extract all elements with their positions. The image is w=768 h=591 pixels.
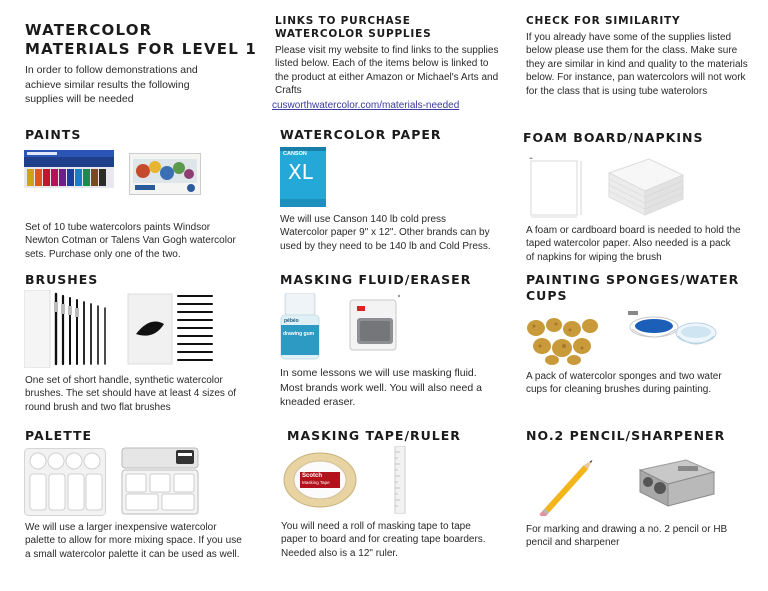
sponges-title-line1: PAINTING SPONGES/WATER <box>526 272 740 287</box>
tape-text: You will need a roll of masking tape to tape paper to board and for creating tape boarders. Needed also is a 12" ruler. <box>281 521 486 559</box>
drawing-gum-bottle-image <box>280 293 320 361</box>
kneaded-eraser-image <box>347 294 403 356</box>
canson-pad-image <box>280 147 326 207</box>
sponges-text: A pack of watercolor sponges and two water cups for cleaning brushes during painting. <box>526 371 722 396</box>
paints-image-van-gogh <box>129 153 201 195</box>
brushes-text: One set of short handle, synthetic watercolor brushes. The set should have at least 4 sizes of round brush and two flat brushes <box>25 375 237 413</box>
canson-brand: CANSON <box>283 151 307 157</box>
brush-set-image-2 <box>126 290 214 368</box>
drawing-gum-label: drawing gum <box>283 331 315 337</box>
pencil-text: For marking and drawing a no. 2 pencil or HB pencil and sharpener <box>526 524 728 549</box>
foam-text: A foam or cardboard board is needed to hold the taped watercolor paper. Also needed is a pack of napkins for wiping the brush <box>526 225 741 263</box>
paper-title: WATERCOLOR PAPER <box>280 127 442 142</box>
similarity-text: If you already have some of the supplies listed below please use them for the class. Make sure they are similar in kind and quality to the materials below. For instance, pan watercolors will not work for the class that is using tube waterolors <box>526 32 748 97</box>
materials-link[interactable]: cusworthwatercolor.com/materials-needed <box>272 100 460 111</box>
sponges-image <box>524 316 602 366</box>
palette-image-large <box>24 448 106 516</box>
main-title <box>25 21 257 59</box>
brushes-title: BRUSHES <box>25 272 99 287</box>
palette-image-small <box>120 446 200 516</box>
pencil-title: NO.2 PENCIL/SHARPENER <box>526 428 726 443</box>
masking-fluid-text: In some lessons we will use masking fluid. Most brands work well. You will also need a kneaded eraser. <box>280 367 482 409</box>
foam-board-image <box>526 156 584 218</box>
palette-text: We will use a larger inexpensive watercolor palette to allow for more mixing space. If you use a small watercolor palette it can be used as well. <box>25 522 242 560</box>
canson-xl: XL <box>288 160 313 184</box>
sponges-title <box>526 272 739 304</box>
similarity-title: CHECK FOR SIMILARITY <box>526 15 681 27</box>
water-cups-image <box>626 311 718 353</box>
masking-fluid-title: MASKING FLUID/ERASER <box>280 272 472 287</box>
paints-text: Set of 10 tube watercolors paints Windsor Newton Cotman or Talens Van Gogh watercolor sets. Purchase only one of the two. <box>25 222 236 260</box>
napkins-image <box>605 157 687 217</box>
tape-title: MASKING TAPE/RULER <box>287 428 461 443</box>
ruler-image <box>394 446 406 514</box>
links-title-line2: WATERCOLOR SUPPLIES <box>275 28 432 40</box>
foam-title: FOAM BOARD/NAPKINS <box>523 130 704 145</box>
pencil-image <box>536 456 602 516</box>
brush-set-image-1 <box>24 290 112 368</box>
intro-text: In order to follow demonstrations and achieve similar results the following supplies will be needed <box>25 64 198 106</box>
main-title-line1: WATERCOLOR <box>25 21 153 39</box>
links-text: Please visit my website to find links to the supplies listed below. Each of the items below is linked to the product at either Amazon or Michael's Arts and Crafts <box>275 45 499 97</box>
links-title <box>275 15 431 41</box>
paints-image-cotman <box>24 150 114 188</box>
tape-label: Masking Tape <box>302 480 330 485</box>
palette-title: PALETTE <box>25 428 93 443</box>
pebeo-brand: pébéo <box>284 318 299 324</box>
paper-text: We will use Canson 140 lb cold press Watercolor paper 9" x 12". Other brands can by used by they need to be 140 lb and Cold Press. <box>280 214 491 252</box>
masking-tape-image <box>282 452 358 508</box>
links-title-line1: LINKS TO PURCHASE <box>275 15 411 27</box>
sponges-title-line2: CUPS <box>526 288 568 303</box>
scotch-brand: Scotch <box>302 473 323 479</box>
main-title-line2: MATERIALS FOR LEVEL 1 <box>25 40 258 58</box>
paints-title: PAINTS <box>25 127 82 142</box>
sharpener-image <box>634 456 718 510</box>
